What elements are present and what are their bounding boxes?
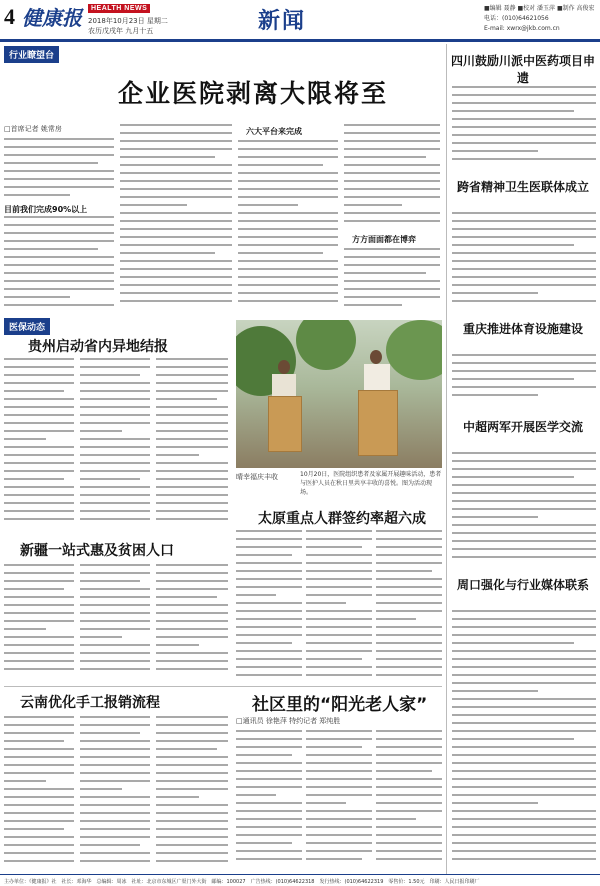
story-elderly-text-3	[376, 730, 442, 870]
section-title: 新闻	[258, 9, 307, 34]
sidebar-zhoukou-text	[452, 610, 596, 870]
story-taiyuan-text-2	[306, 530, 372, 682]
issue-date: 2018年10月23日 星期二	[88, 17, 168, 25]
lead-text-col3	[238, 140, 338, 312]
sidebar-mental-text	[452, 212, 596, 312]
story-elderly-byline: □通讯员 徐艳萍 特约记者 郑纯胜	[236, 717, 341, 725]
story-yunnan-headline: 云南优化手工报销流程	[20, 695, 160, 711]
story-taiyuan-headline: 太原重点人群签约率超六成	[258, 511, 426, 527]
story-guizhou-text-2	[80, 358, 150, 530]
photo-credit: 晴幸福庆丰收	[236, 473, 278, 481]
story-taiyuan-text-3	[376, 530, 442, 682]
event-photo	[236, 320, 442, 468]
story-elderly-headline: 社区里的“阳光老人家”	[252, 695, 428, 715]
page-number: 4	[4, 4, 15, 29]
story-guizhou-text-1	[4, 358, 74, 530]
sidebar-chongqing-text	[452, 354, 596, 406]
sidebar-sichuan-text	[452, 86, 596, 168]
photo-caption: 10月20日，医院组织患者及家属开展趣味活动，患者与医护人员在秋日里共享丰收的喜悦。图为活动现场。	[300, 471, 442, 496]
lead-text-col4b	[344, 248, 440, 312]
story-elderly-text-2	[306, 730, 372, 870]
brand-english: HEALTH NEWS	[88, 4, 150, 13]
column-divider-right	[446, 44, 447, 874]
story-xinjiang-text-2	[80, 564, 150, 682]
tag-focus: 医保动态	[4, 318, 50, 335]
section-divider	[4, 686, 442, 687]
story-elderly-text-1	[236, 730, 302, 870]
lead-subhead-3: 方方面面都在博弈	[352, 235, 416, 244]
lead-subhead-1: 目前我们完成90%以上	[4, 205, 88, 214]
editor-phone: 电话：(010)64621056	[484, 15, 549, 22]
brand-logo: 健康报	[22, 6, 82, 30]
masthead-rule	[0, 39, 600, 42]
photo-tree	[386, 320, 442, 380]
story-yunnan-text-2	[80, 716, 150, 870]
lead-subhead-2: 六大平台来完成	[246, 127, 302, 136]
editor-info	[484, 4, 596, 34]
story-guizhou-text-3	[156, 358, 228, 530]
sidebar-zhoukou-headline: 周口强化与行业媒体联系	[456, 578, 589, 592]
story-yunnan-text-1	[4, 716, 74, 870]
lead-text-col4a	[344, 124, 440, 230]
lead-text-col1b	[4, 216, 114, 312]
sidebar-army-headline: 中超两军开展医学交流	[462, 420, 583, 434]
lead-text-col1a	[4, 138, 114, 202]
story-taiyuan-text-1	[236, 530, 302, 682]
photo-tree	[296, 320, 356, 370]
editor-line: ■编辑 聂静 ■校对 潘玉萍 ■制作 高俊宏	[484, 5, 595, 12]
sidebar-army-text	[452, 452, 596, 568]
story-yunnan-text-3	[156, 716, 228, 870]
story-guizhou-headline: 贵州启动省内异地结报	[28, 339, 168, 355]
lead-text-col2	[120, 124, 232, 312]
story-xinjiang-text-1	[4, 564, 74, 682]
editor-email: E-mail: xwrx@jkb.com.cn	[484, 25, 560, 32]
sidebar-sichuan-headline: 四川鼓励川派中医药项目申遗	[450, 54, 595, 85]
sidebar-chongqing-headline: 重庆推进体育设施建设	[462, 322, 583, 336]
lunar-date: 农历戊戌年 九月十五	[88, 27, 154, 35]
tag-industry: 行业瞭望台	[4, 46, 59, 63]
sidebar-mental-headline: 跨省精神卫生医联体成立	[456, 180, 589, 194]
lead-byline: □首席记者 姚常房	[4, 125, 62, 133]
story-xinjiang-headline: 新疆一站式惠及贫困人口	[20, 543, 174, 559]
imprint-footer: 主办单位：《健康报》社 社长：邓海华 总编辑：周冰 社址：北京市东城区广渠门外大街 邮编：100027 广告热线：(010)64622318 发行热线：(010)64622319 零售价：1.50元 印刷：人民日报印刷厂	[0, 874, 600, 886]
story-xinjiang-text-3	[156, 564, 228, 682]
lead-headline: 企业医院剥离大限将至	[118, 79, 389, 108]
